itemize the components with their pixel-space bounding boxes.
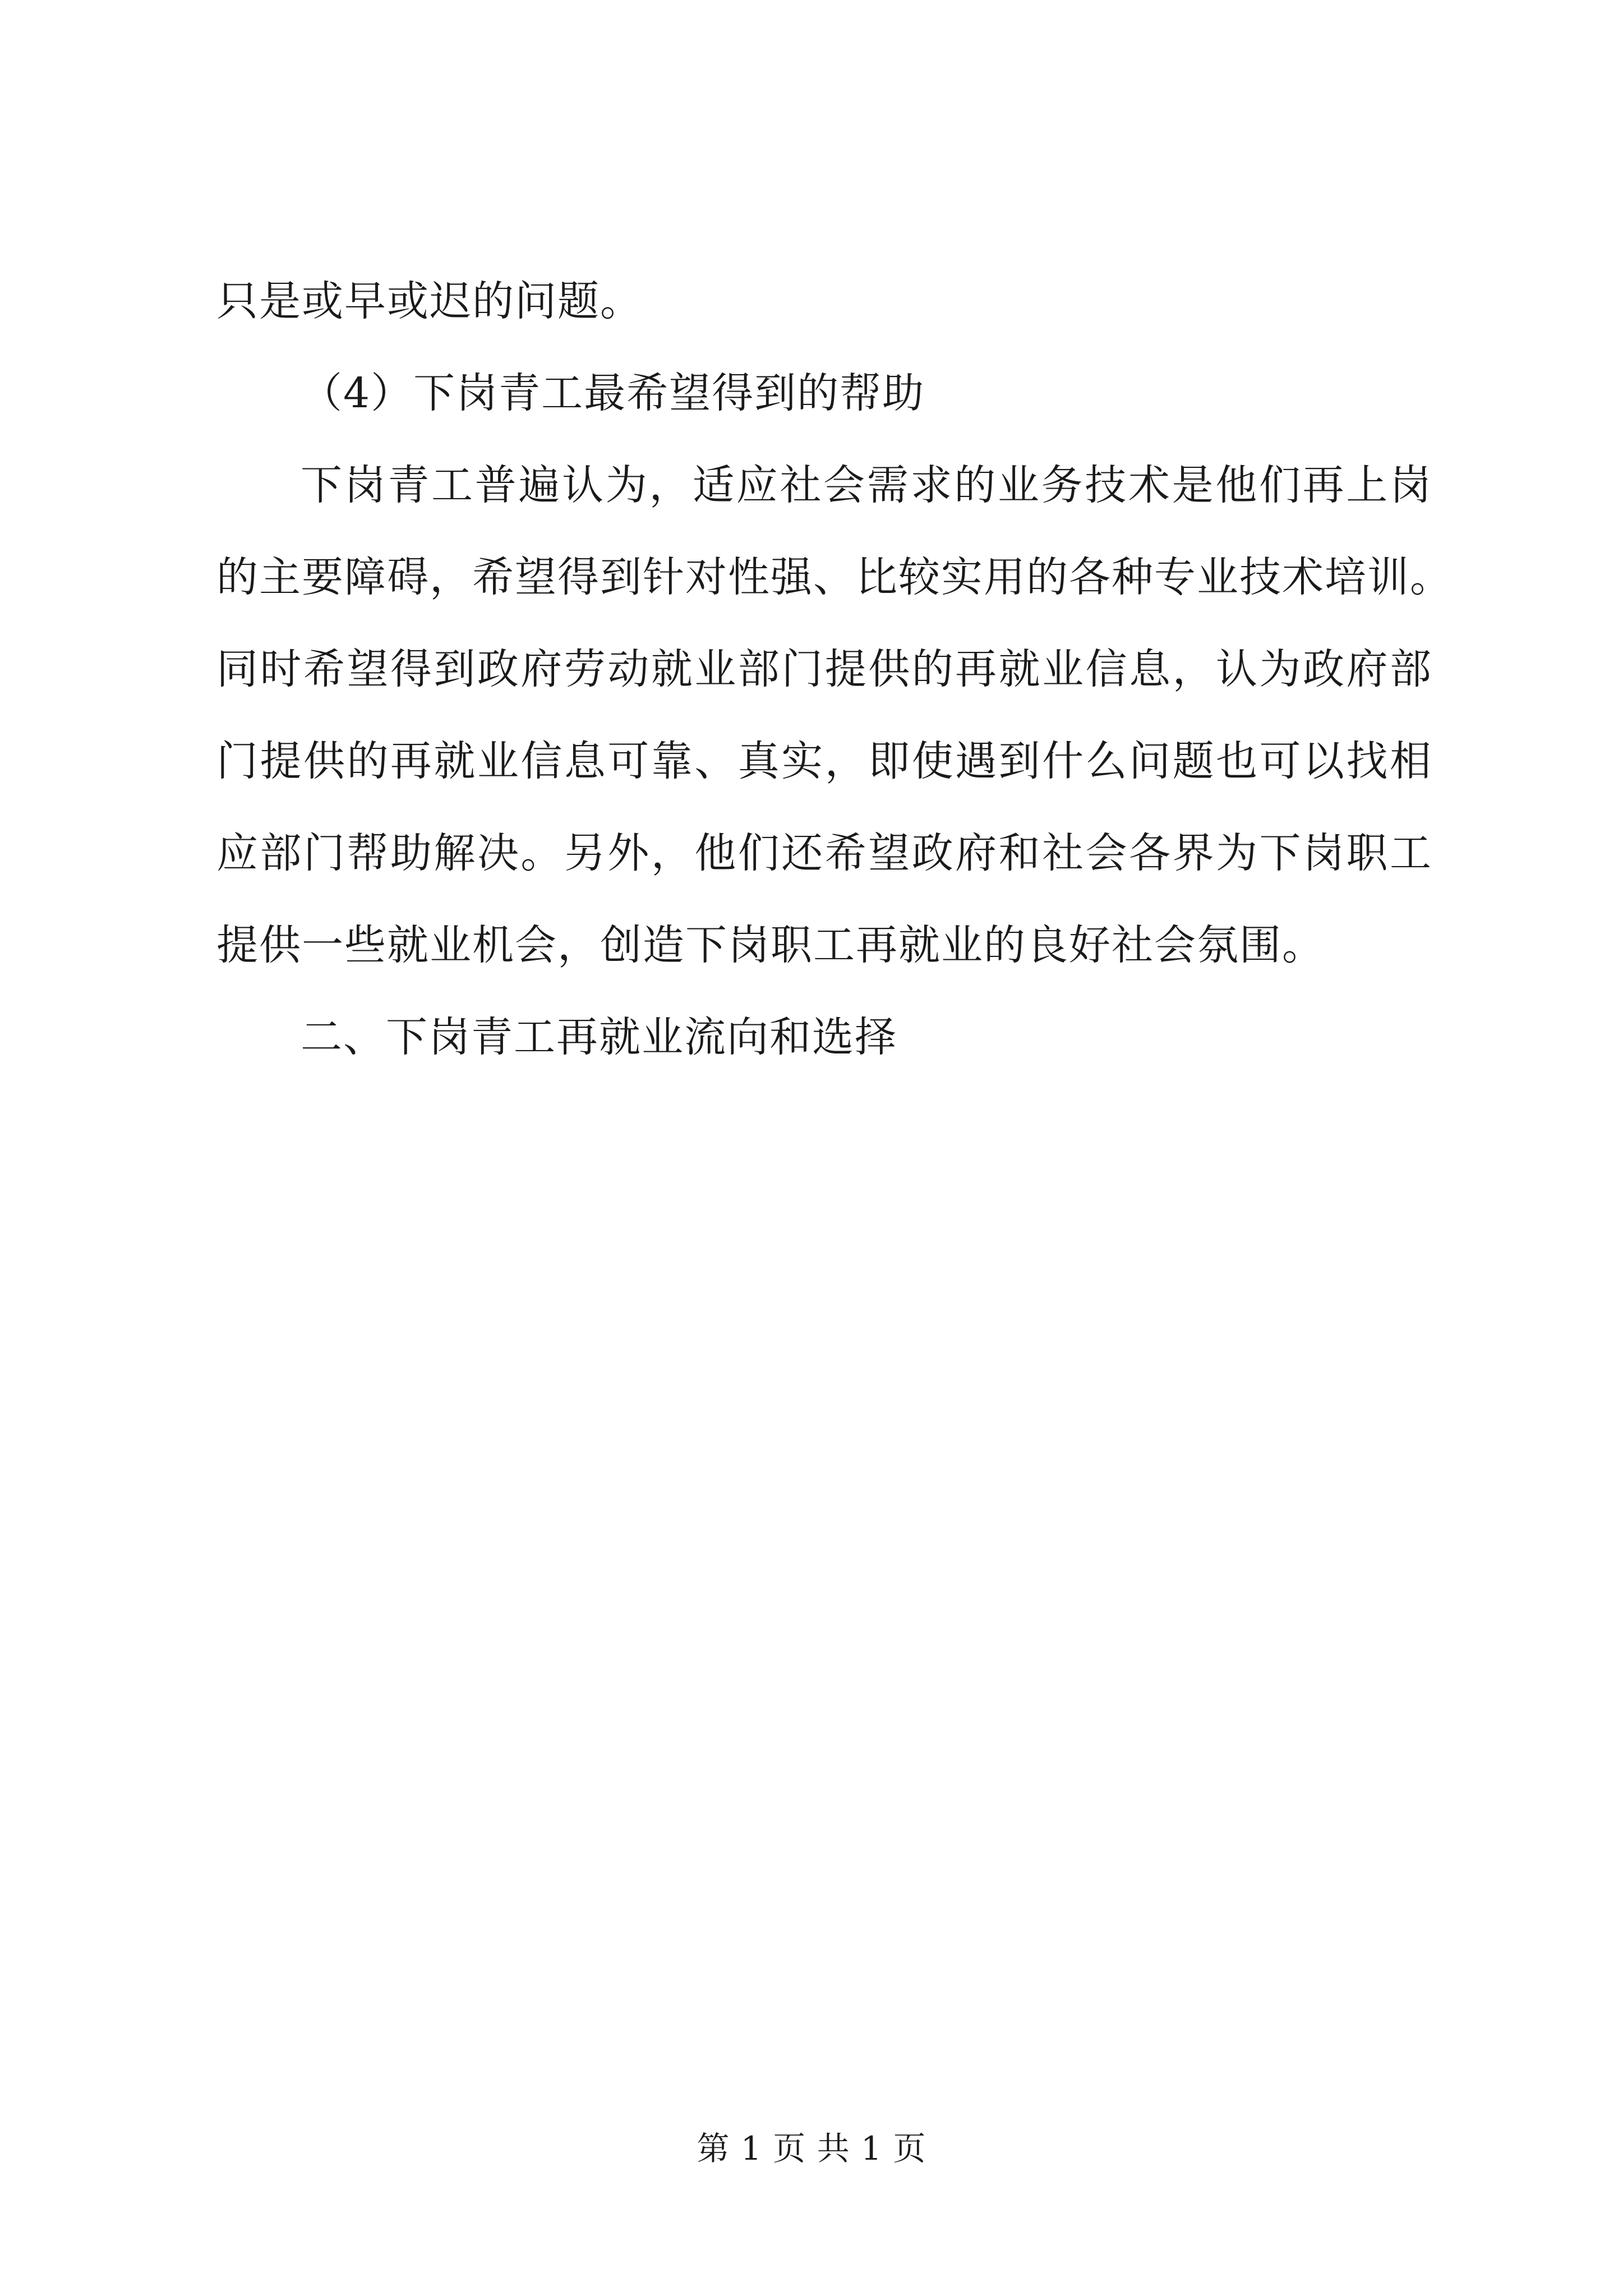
text-line: 同时希望得到政府劳动就业部门提供的再就业信息，认为政府部 <box>216 645 1432 693</box>
page-footer: 第 1 页 共 1 页 <box>697 2129 926 2168</box>
section-heading: 二、下岗青工再就业流向和选择 <box>301 1013 897 1061</box>
text-line: 门提供的再就业信息可靠、真实，即使遇到什么问题也可以找相 <box>216 737 1432 785</box>
text-line: 只是或早或迟的问题。 <box>216 277 643 325</box>
text-line: 的主要障碍，希望得到针对性强、比较实用的各种专业技术培训。 <box>216 553 1453 601</box>
document-body <box>216 255 1453 1083</box>
text-line: 下岗青工普遍认为，适应社会需求的业务技术是他们再上岗 <box>301 461 1432 509</box>
subheading: （4）下岗青工最希望得到的帮助 <box>301 369 925 417</box>
text-line: 提供一些就业机会，创造下岗职工再就业的良好社会氛围。 <box>216 921 1325 969</box>
text-line: 应部门帮助解决。另外，他们还希望政府和社会各界为下岗职工 <box>216 829 1432 877</box>
